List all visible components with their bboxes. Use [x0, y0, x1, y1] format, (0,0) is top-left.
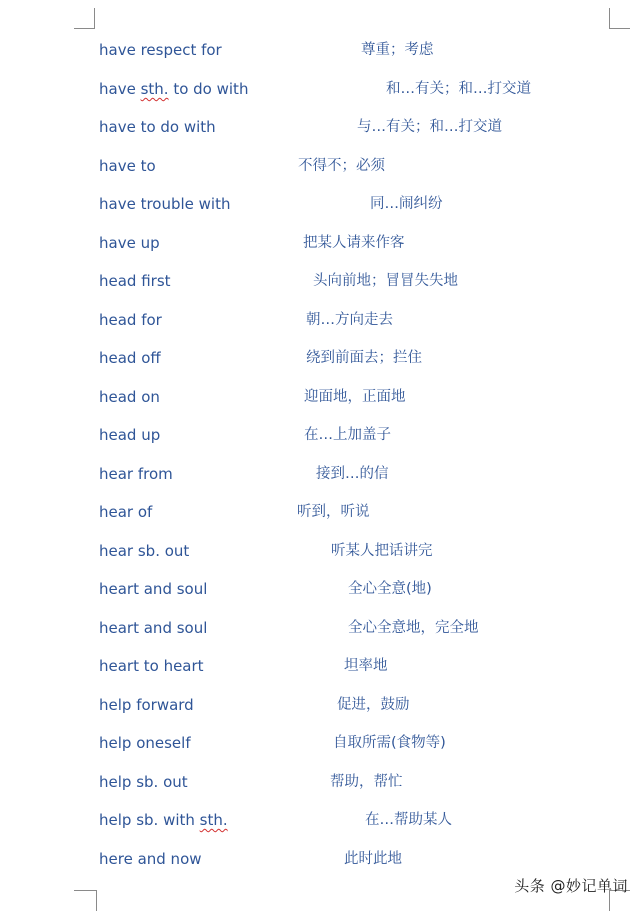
- phrase-entry: [0, 616, 640, 640]
- phrase-term: have up: [99, 234, 160, 252]
- phrase-meaning: 自取所需(食物等): [333, 735, 446, 751]
- crop-mark-top-right: [609, 8, 630, 29]
- phrase-entry: [0, 192, 640, 216]
- phrase-meaning: 尊重；考虑: [361, 42, 434, 58]
- phrase-entry: [0, 731, 640, 755]
- phrase-entry: [0, 462, 640, 486]
- phrase-term: head on: [99, 388, 160, 406]
- phrase-meaning: 促进，鼓励: [337, 697, 410, 713]
- phrase-term: head for: [99, 311, 162, 329]
- phrase-meaning: 与…有关；和…打交道: [357, 119, 502, 135]
- phrase-meaning: 听某人把话讲完: [331, 543, 433, 559]
- phrase-term: help sb. with sth.: [99, 811, 228, 829]
- phrase-term: help sb. out: [99, 773, 188, 791]
- phrase-meaning: 迎面地，正面地: [304, 389, 406, 405]
- phrase-entry: [0, 346, 640, 370]
- phrase-meaning: 朝…方向走去: [306, 312, 393, 328]
- phrase-meaning: 接到…的信: [316, 466, 389, 482]
- spellcheck-underline: sth.: [199, 811, 228, 829]
- watermark-text: 头条 @妙记单词: [514, 877, 628, 895]
- phrase-entry: [0, 38, 640, 62]
- phrase-entry: [0, 539, 640, 563]
- phrase-entry: [0, 231, 640, 255]
- phrase-term: head off: [99, 349, 161, 367]
- phrase-meaning: 全心全意(地): [348, 581, 432, 597]
- phrase-meaning: 在…帮助某人: [365, 812, 452, 828]
- phrase-entry: [0, 77, 640, 101]
- phrase-meaning: 此时此地: [344, 851, 402, 867]
- phrase-entry: [0, 269, 640, 293]
- phrase-term: hear from: [99, 465, 173, 483]
- phrase-term: have respect for: [99, 41, 222, 59]
- phrase-meaning: 在…上加盖子: [304, 427, 391, 443]
- crop-mark-top-left: [74, 8, 95, 29]
- phrase-term: here and now: [99, 850, 202, 868]
- phrase-entry: [0, 308, 640, 332]
- phrase-meaning: 头向前地；冒冒失失地: [313, 273, 458, 289]
- phrase-entry: [0, 654, 640, 678]
- phrase-entry: [0, 770, 640, 794]
- phrase-entry: [0, 423, 640, 447]
- phrase-meaning: 坦率地: [344, 658, 388, 674]
- phrase-entry: [0, 577, 640, 601]
- phrase-term: hear of: [99, 503, 153, 521]
- phrase-entry: [0, 154, 640, 178]
- phrase-term: head first: [99, 272, 171, 290]
- phrase-meaning: 不得不；必须: [298, 158, 385, 174]
- phrase-term: have to: [99, 157, 156, 175]
- phrase-term: help oneself: [99, 734, 191, 752]
- phrase-term: have trouble with: [99, 195, 231, 213]
- phrase-entry: [0, 385, 640, 409]
- phrase-meaning: 帮助，帮忙: [330, 774, 403, 790]
- phrase-term: have sth. to do with: [99, 80, 249, 98]
- phrase-term: heart to heart: [99, 657, 204, 675]
- phrase-term: heart and soul: [99, 580, 208, 598]
- phrase-term: heart and soul: [99, 619, 208, 637]
- phrase-entry: [0, 808, 640, 832]
- phrase-meaning: 全心全意地，完全地: [348, 620, 479, 636]
- phrase-meaning: 绕到前面去；拦住: [306, 350, 422, 366]
- phrase-entry: [0, 500, 640, 524]
- phrase-meaning: 和…有关；和…打交道: [386, 81, 531, 97]
- phrase-meaning: 同…闹纠纷: [370, 196, 443, 212]
- phrase-entry: [0, 115, 640, 139]
- phrase-term: head up: [99, 426, 161, 444]
- phrase-meaning: 把某人请来作客: [303, 235, 405, 251]
- phrase-entry: [0, 847, 640, 871]
- phrase-meaning: 听到，听说: [297, 504, 370, 520]
- spellcheck-underline: sth.: [140, 80, 169, 98]
- phrase-term: hear sb. out: [99, 542, 190, 560]
- phrase-term: have to do with: [99, 118, 216, 136]
- phrase-entry: [0, 693, 640, 717]
- crop-mark-bottom-left: [74, 890, 97, 911]
- phrase-term: help forward: [99, 696, 194, 714]
